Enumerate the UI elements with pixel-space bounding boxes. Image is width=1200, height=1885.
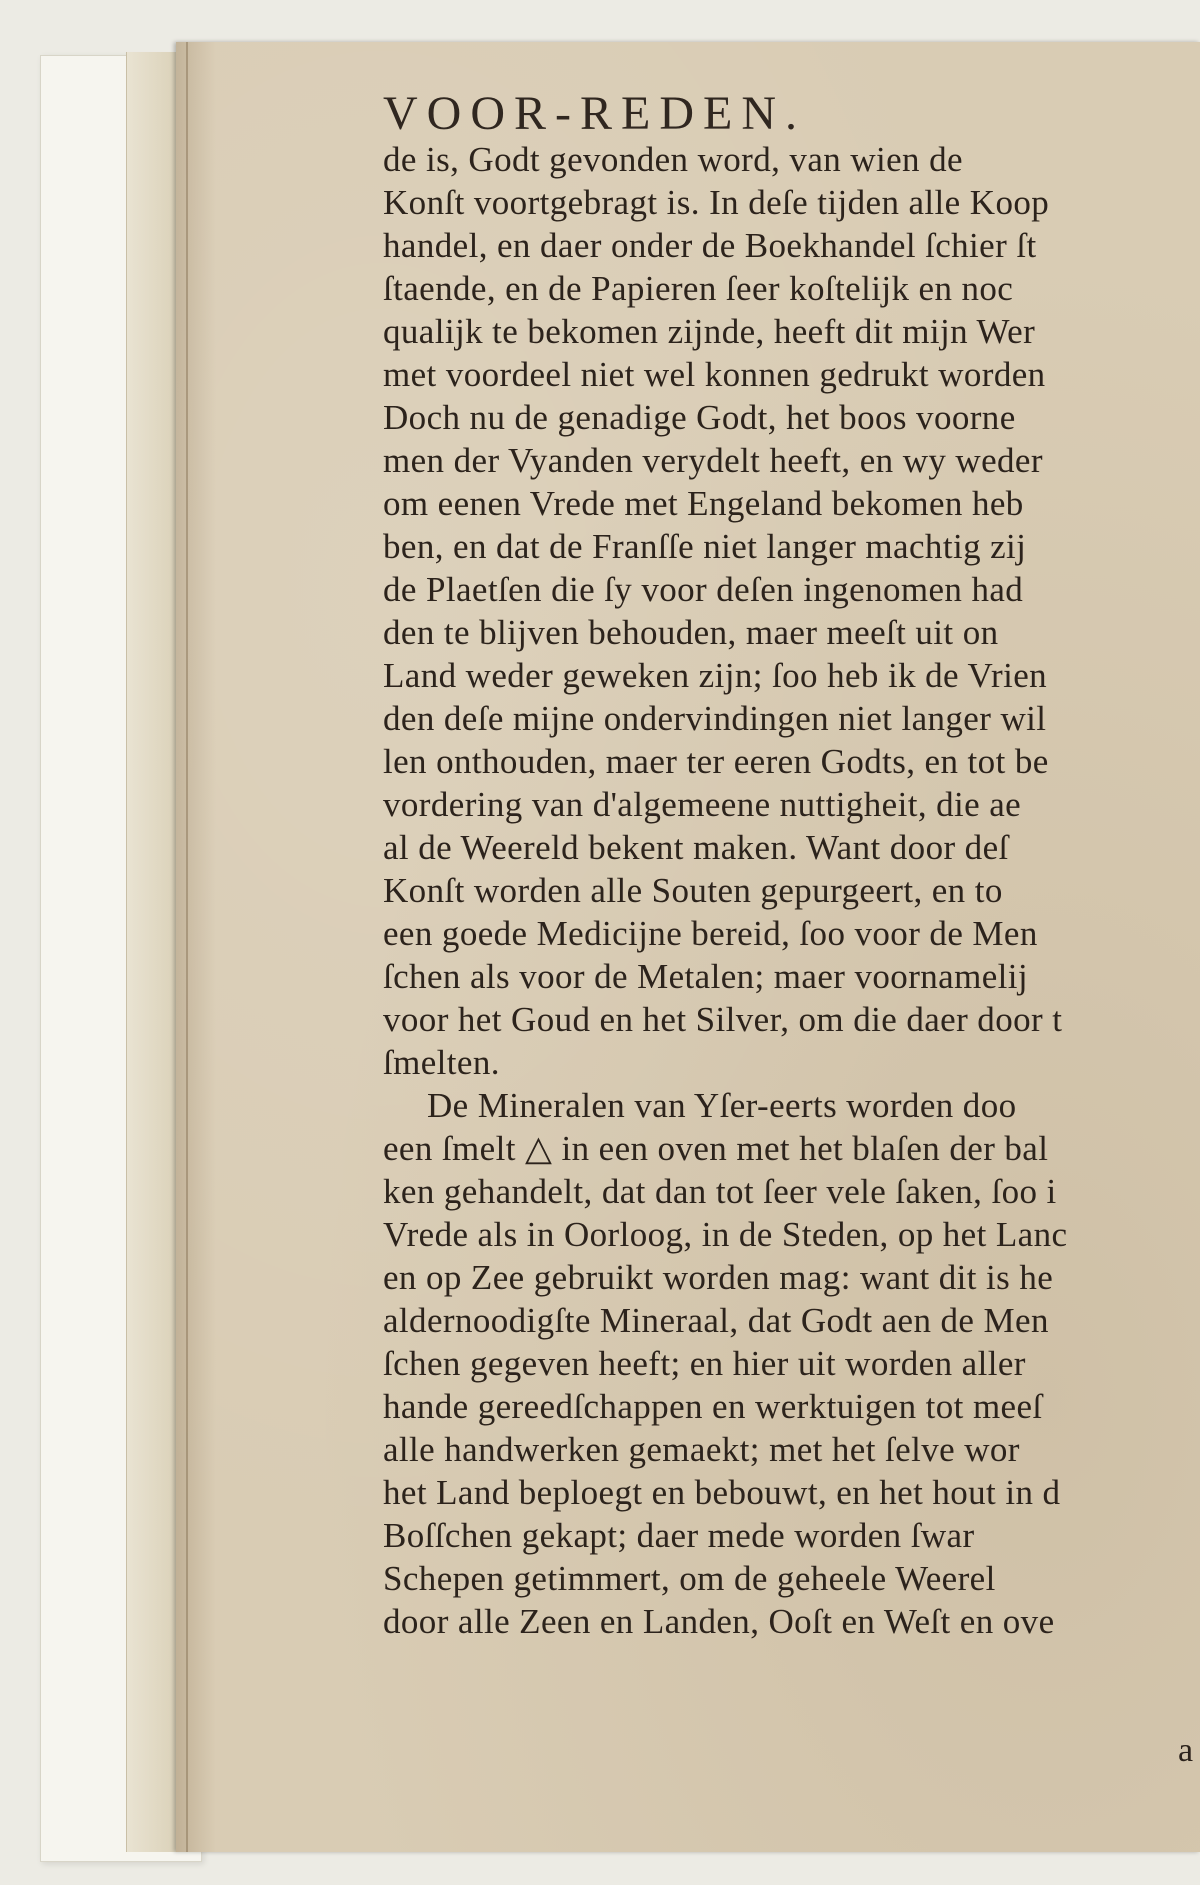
text-line: ſtaende, en de Papieren ſeer koſtelijk en noc	[383, 269, 1014, 308]
text-line: ken gehandelt, dat dan tot ſeer vele ſaken, ſoo i	[383, 1172, 1057, 1211]
page-gutter	[186, 42, 188, 1852]
text-line: men der Vyanden verydelt heeft, en wy weder	[383, 441, 1043, 480]
text-line: alle handwerken gemaekt; met het ſelve wor	[383, 1430, 1020, 1469]
paragraph-start-line: De Mineralen van Yſer-eerts worden doo	[427, 1086, 1017, 1125]
text-line: door alle Zeen en Landen, Ooſt en Weſt en ove	[383, 1602, 1055, 1641]
text-line: ben, en dat de Franſſe niet langer machtig zij	[383, 527, 1027, 566]
text-line: ſchen gegeven heeft; en hier uit worden aller	[383, 1344, 1026, 1383]
running-head: VOOR-REDEN.	[383, 87, 806, 140]
text-line: ſchen als voor de Metalen; maer voornamelij	[383, 957, 1029, 996]
text-line: met voordeel niet wel konnen gedrukt worden	[383, 355, 1046, 394]
catchword: a	[1178, 1732, 1194, 1769]
text-line: Schepen getimmert, om de geheele Weerel	[383, 1559, 996, 1598]
text-line: den deſe mijne ondervindingen niet langer wil	[383, 699, 1047, 738]
text-line: den te blijven behouden, maer meeſt uit on	[383, 613, 999, 652]
text-line: qualijk te bekomen zijnde, heeft dit mijn Wer	[383, 312, 1036, 351]
text-line: hande gereedſchappen en werktuigen tot meeſ	[383, 1387, 1043, 1426]
text-line: en op Zee gebruikt worden mag: want dit is he	[383, 1258, 1054, 1297]
text-line: de is, Godt gevonden word, van wien de	[383, 140, 963, 179]
text-line: vordering van d'algemeene nuttigheit, die ae	[383, 785, 1022, 824]
text-line: Vrede als in Oorloog, in de Steden, op het Lanc	[383, 1215, 1068, 1254]
text-line: voor het Goud en het Silver, om die daer door t	[383, 1000, 1063, 1039]
text-line: Konſt voortgebragt is. In deſe tijden alle Koop	[383, 183, 1050, 222]
text-block	[383, 138, 1200, 1643]
text-line: Doch nu de genadige Godt, het boos voorne	[383, 398, 1016, 437]
text-line: een ſmelt △ in een oven met het blaſen der bal	[383, 1129, 1049, 1168]
text-line: Land weder geweken zijn; ſoo heb ik de Vrien	[383, 656, 1048, 695]
text-line: de Plaetſen die ſy voor deſen ingenomen had	[383, 570, 1024, 609]
text-line: aldernoodigſte Mineraal, dat Godt aen de Men	[383, 1301, 1049, 1340]
text-line: handel, en daer onder de Boekhandel ſchier ſt	[383, 226, 1037, 265]
text-line: al de Weereld bekent maken. Want door deſ	[383, 828, 1009, 867]
text-line: om eenen Vrede met Engeland bekomen heb	[383, 484, 1024, 523]
text-line: Boſſchen gekapt; daer mede worden ſwar	[383, 1516, 975, 1555]
text-line: Konſt worden alle Souten gepurgeert, en to	[383, 871, 1003, 910]
text-line: ſmelten.	[383, 1043, 500, 1082]
text-line: len onthouden, maer ter eeren Godts, en tot be	[383, 742, 1049, 781]
text-line: het Land beploegt en bebouwt, en het hout in d	[383, 1473, 1061, 1512]
text-line: een goede Medicijne bereid, ſoo voor de Men	[383, 914, 1038, 953]
